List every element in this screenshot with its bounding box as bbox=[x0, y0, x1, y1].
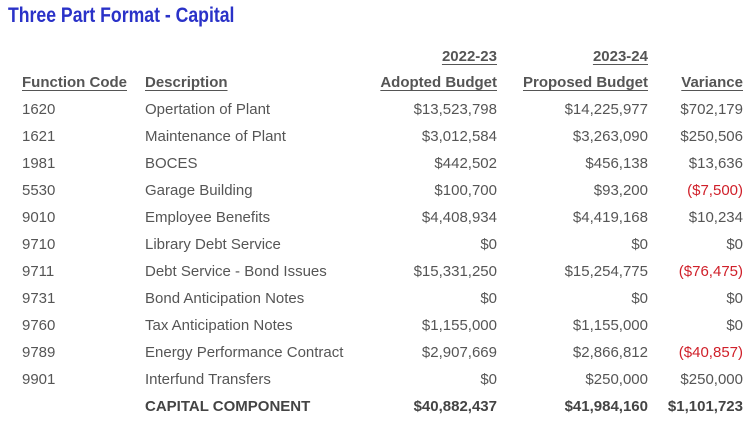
description: Opertation of Plant bbox=[145, 101, 271, 118]
variance: $0 bbox=[726, 317, 743, 334]
proposed-budget: $1,155,000 bbox=[572, 317, 648, 334]
description: Debt Service - Bond Issues bbox=[145, 263, 327, 280]
variance: $250,000 bbox=[680, 371, 743, 388]
proposed-budget: $456,138 bbox=[585, 155, 648, 172]
page-title: Three Part Format - Capital bbox=[8, 4, 235, 27]
total-row bbox=[0, 398, 755, 425]
proposed-budget: $0 bbox=[631, 236, 648, 253]
variance: $702,179 bbox=[680, 101, 743, 118]
proposed-budget: $250,000 bbox=[585, 371, 648, 388]
total-variance: $1,101,723 bbox=[667, 398, 743, 415]
variance: $250,506 bbox=[680, 128, 743, 145]
adopted-budget: $1,155,000 bbox=[421, 317, 497, 334]
total-label: CAPITAL COMPONENT bbox=[145, 398, 311, 415]
table-row bbox=[0, 263, 755, 290]
adopted-budget: $15,331,250 bbox=[413, 263, 497, 280]
function-code: 1620 bbox=[22, 101, 56, 118]
function-code: 9010 bbox=[22, 209, 56, 226]
proposed-budget: $93,200 bbox=[593, 182, 648, 199]
function-code: 9710 bbox=[22, 236, 56, 253]
variance: $0 bbox=[726, 236, 743, 253]
function-code: 9760 bbox=[22, 317, 56, 334]
proposed-budget: $3,263,090 bbox=[572, 128, 648, 145]
adopted-budget: $2,907,669 bbox=[421, 344, 497, 361]
description: Garage Building bbox=[145, 182, 253, 199]
year-header-row bbox=[0, 48, 755, 75]
table-row bbox=[0, 290, 755, 317]
table-row bbox=[0, 101, 755, 128]
function-code: 1621 bbox=[22, 128, 56, 145]
description: BOCES bbox=[145, 155, 198, 172]
column-header-row bbox=[0, 74, 755, 101]
description: Employee Benefits bbox=[145, 209, 271, 226]
description: Interfund Transfers bbox=[145, 371, 271, 388]
table-row bbox=[0, 317, 755, 344]
table-row bbox=[0, 128, 755, 155]
description: Maintenance of Plant bbox=[145, 128, 286, 145]
variance: $10,234 bbox=[688, 209, 743, 226]
description: Library Debt Service bbox=[145, 236, 281, 253]
table-row bbox=[0, 344, 755, 371]
adopted-budget-header: Adopted Budget bbox=[380, 74, 497, 91]
proposed-budget: $15,254,775 bbox=[564, 263, 648, 280]
adopted-budget: $0 bbox=[480, 371, 497, 388]
variance-header: Variance bbox=[681, 74, 743, 91]
proposed-budget: $4,419,168 bbox=[572, 209, 648, 226]
adopted-budget: $3,012,584 bbox=[421, 128, 497, 145]
variance-negative: ($40,857) bbox=[678, 344, 743, 361]
table-row bbox=[0, 182, 755, 209]
function-code-header: Function Code bbox=[22, 74, 127, 91]
adopted-budget: $100,700 bbox=[434, 182, 497, 199]
adopted-budget: $0 bbox=[480, 236, 497, 253]
table-row bbox=[0, 371, 755, 398]
total-adopted: $40,882,437 bbox=[413, 398, 497, 415]
proposed-budget-header: Proposed Budget bbox=[522, 74, 648, 91]
description-header: Description bbox=[145, 74, 228, 91]
variance-negative: ($76,475) bbox=[678, 263, 743, 280]
adopted-budget: $442,502 bbox=[434, 155, 497, 172]
variance: $0 bbox=[726, 290, 743, 307]
adopted-budget: $4,408,934 bbox=[421, 209, 497, 226]
table-row bbox=[0, 209, 755, 236]
function-code: 1981 bbox=[22, 155, 56, 172]
description: Energy Performance Contract bbox=[145, 344, 344, 361]
function-code: 9731 bbox=[22, 290, 56, 307]
table-row bbox=[0, 236, 755, 263]
total-proposed: $41,984,160 bbox=[564, 398, 648, 415]
adopted-budget: $0 bbox=[480, 290, 497, 307]
function-code: 9711 bbox=[22, 263, 55, 280]
year-proposed-label: 2023-24 bbox=[592, 48, 648, 65]
year-adopted-label: 2022-23 bbox=[441, 48, 497, 65]
description: Bond Anticipation Notes bbox=[145, 290, 305, 307]
function-code: 9789 bbox=[22, 344, 56, 361]
table-row bbox=[0, 155, 755, 182]
variance: $13,636 bbox=[688, 155, 743, 172]
proposed-budget: $0 bbox=[631, 290, 648, 307]
description: Tax Anticipation Notes bbox=[145, 317, 293, 334]
variance-negative: ($7,500) bbox=[687, 182, 743, 199]
function-code: 9901 bbox=[22, 371, 56, 388]
proposed-budget: $14,225,977 bbox=[564, 101, 648, 118]
adopted-budget: $13,523,798 bbox=[413, 101, 497, 118]
proposed-budget: $2,866,812 bbox=[572, 344, 648, 361]
function-code: 5530 bbox=[22, 182, 56, 199]
